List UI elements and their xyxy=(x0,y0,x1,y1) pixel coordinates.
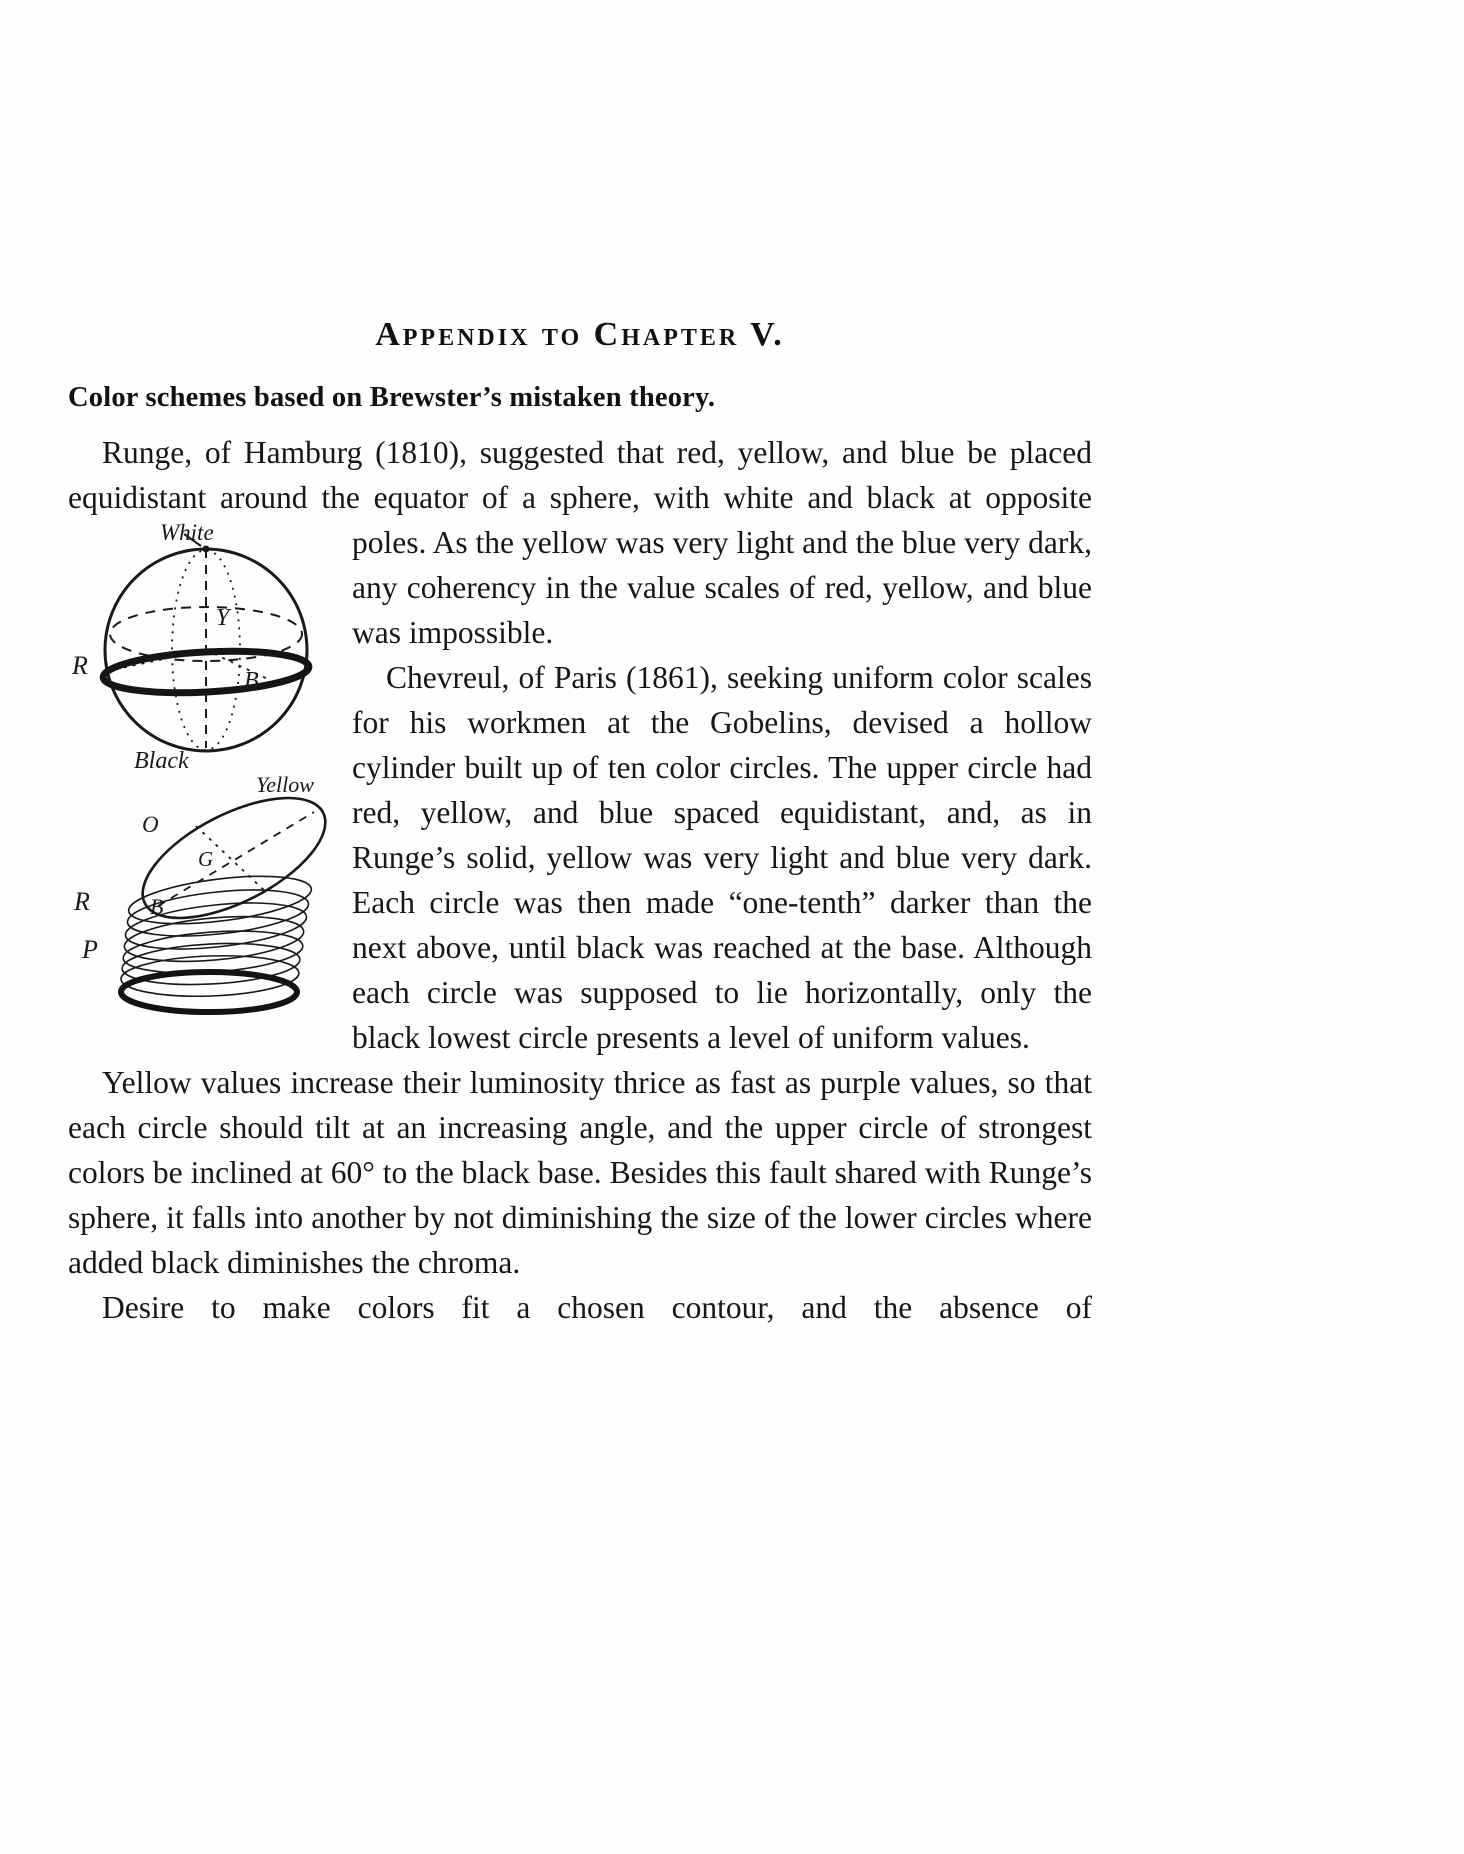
sphere-label-white: White xyxy=(160,522,214,545)
cylinder-label-r: R xyxy=(74,887,90,916)
cylinder-label-g: G xyxy=(198,847,214,871)
page-content xyxy=(68,316,1092,1330)
sphere-label-b: B xyxy=(244,668,259,694)
cylinder-label-yellow: Yellow xyxy=(256,774,314,797)
sphere-label-black: Black xyxy=(134,748,189,774)
paragraph-1-lead: Runge, of Hamburg (1810), suggested that red, yellow, and blue be placed equidistant around the equator of a sphere, with xyxy=(68,435,1092,515)
cylinder-label-b: B xyxy=(150,894,164,919)
cylinder-label-o: O xyxy=(142,812,159,837)
top-circle-major-axis-icon xyxy=(158,812,314,906)
runge-sphere-figure xyxy=(68,522,338,774)
equator-band-icon xyxy=(102,647,310,698)
section-heading: Color schemes based on Brewster’s mistaken theory. xyxy=(68,382,716,413)
sphere-label-r: R xyxy=(72,651,88,680)
chevreul-cylinder-figure xyxy=(68,774,338,1026)
figures-column xyxy=(68,522,352,1026)
chapter-title: Appendix to Chapter V. xyxy=(375,316,785,353)
paragraph-3: Yellow values increase their luminosity thrice as fast as purple values, so that each circle should tilt at an increasing angle, and the upper circle of strongest colors be inclined at 60° to the black base. Besides this fault shared with Runge’s sphere, it falls into another by not diminishing the size of the lower circles where added black diminishes the chroma. xyxy=(68,1065,1092,1280)
paragraph-1-rest: white and black at opposite poles. As the yellow was very light and the blue very dark, any coherency in the value scales of red, yellow, and blue was impossible. xyxy=(352,480,1092,650)
body-text xyxy=(68,430,1092,1330)
cylinder-label-p: P xyxy=(82,935,98,964)
paragraph-2: Chevreul, of Paris (1861), seeking uniform color scales for his workmen at the Gobelins, devised a hollow cylinder built up of ten color circles. The upper circle had red, yellow, and blue spaced equidistant, and, as in Runge’s solid, yellow was very light and blue very dark. Each circle was then made “one-tenth” darker than the next above, until black was reached at the base. Although each circle was supposed to lie horizontally, only the black lowest circle presents a level of uniform values. xyxy=(352,660,1092,1055)
paragraph-4: Desire to make colors fit a chosen contour, and the absence of xyxy=(102,1290,1092,1325)
sphere-label-y: Y xyxy=(216,605,230,631)
